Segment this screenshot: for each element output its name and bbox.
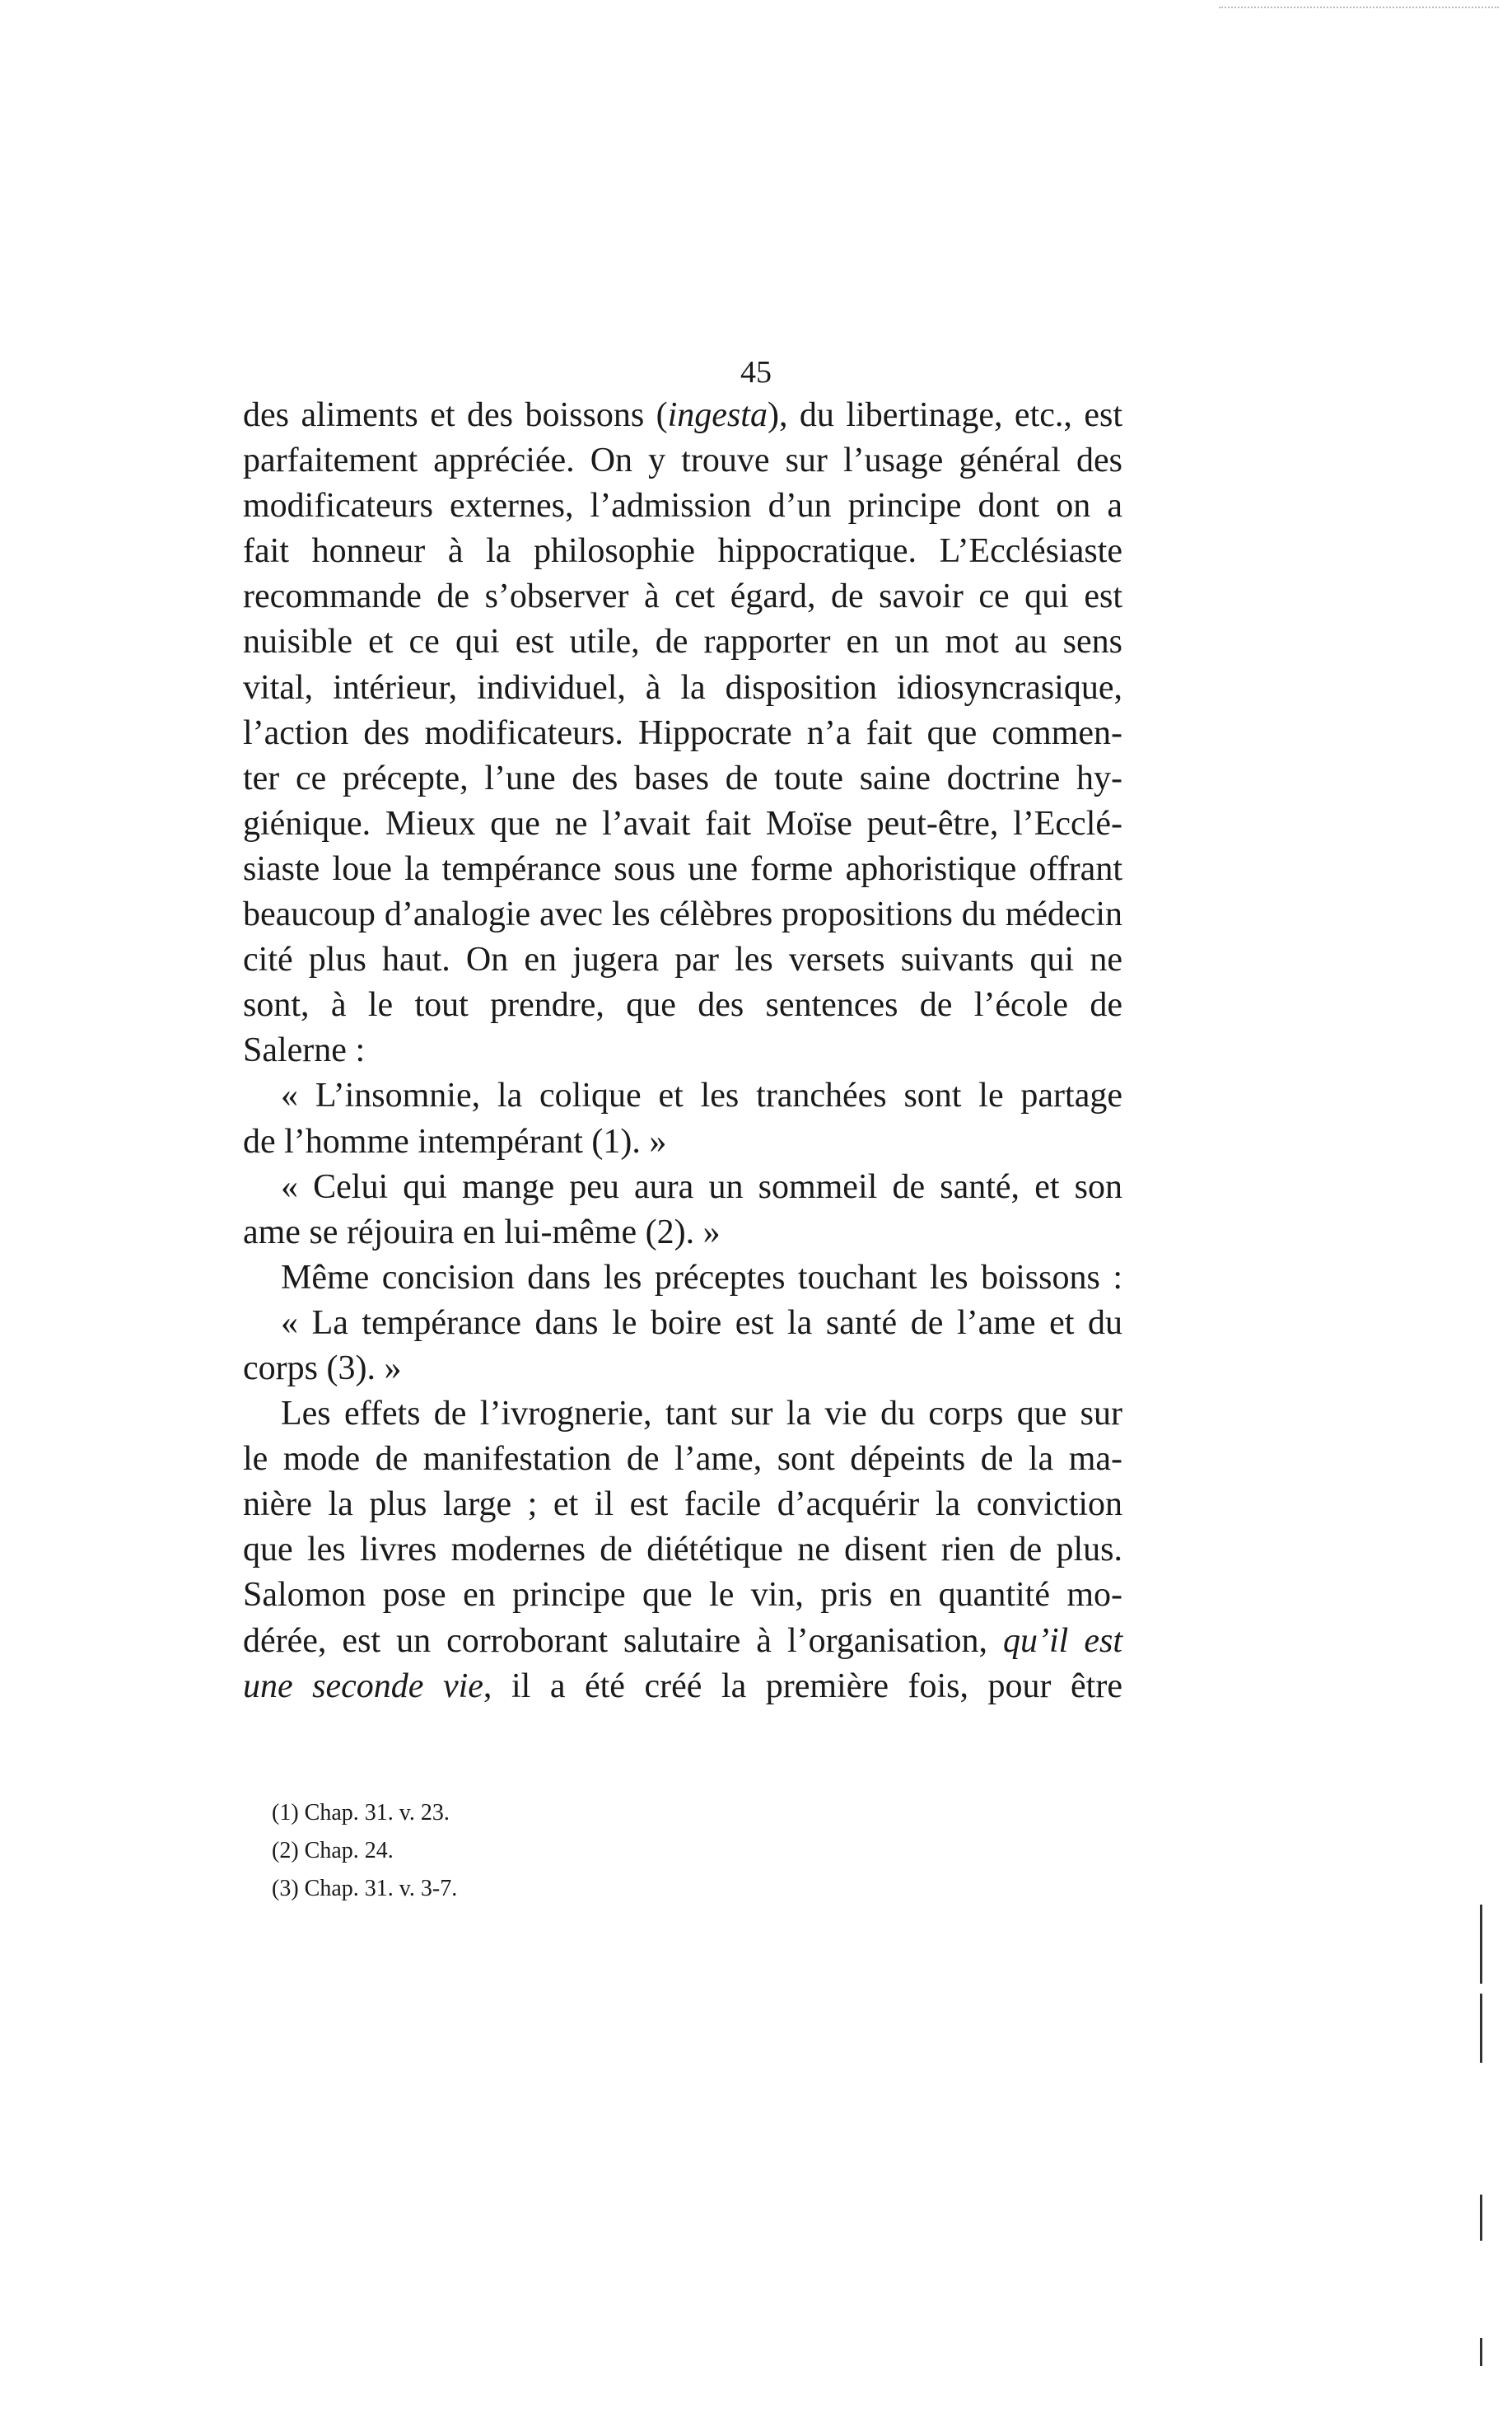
body-line-27: Salomon pose en principe que le vin, pris en quantité mo- [243,1576,1122,1615]
margin-mark [1480,2195,1482,2241]
body-line-12: beaucoup d’analogie avec les célèbres propositions du médecin [243,895,1122,934]
body-line-9: ter ce précepte, l’une des bases de toute saine doctrine hy- [243,759,1122,797]
body-line-6: nuisible et ce qui est utile, de rapporter en un mot au sens [243,623,1122,662]
body-line-14: sont, à le tout prendre, que des sentences de l’école de [243,986,1122,1025]
body-line-23: Les effets de l’ivrognerie, tant sur la vie du corps que sur [281,1395,1122,1433]
footnotes [272,1794,766,1908]
body-line-26: que les livres modernes de diététique ne disent rien de plus. [243,1531,1122,1569]
body-line-10: giénique. Mieux que ne l’avait fait Moïse peut-être, l’Ecclé- [243,804,1122,843]
body-line-15: Salerne : [243,1031,366,1070]
footnote-1: (1) Chap. 31. v. 23. [272,1800,450,1826]
body-line-21: « La tempérance dans le boire est la santé de l’ame et du [281,1303,1122,1342]
margin-mark [1480,1905,1482,1984]
body-line-11: siaste loue la tempérance sous une forme aphoristique offrant [243,849,1122,888]
body-line-20: Même concision dans les préceptes touchant les boissons : [281,1258,1122,1297]
body-line-25: nière la plus large ; et il est facile d’acquérir la conviction [243,1485,1122,1524]
body-line-17: de l’homme intempérant (1). » [243,1122,667,1161]
margin-mark [1480,1994,1482,2063]
body-line-4: fait honneur à la philosophie hippocratique. L’Ecclésiaste [243,532,1122,571]
body-line-7: vital, intérieur, individuel, à la disposition idiosyncrasique, [243,668,1122,707]
body-line-24: le mode de manifestation de l’ame, sont dépeints de la ma- [243,1440,1122,1479]
margin-mark [1480,2338,1482,2366]
body-line-19: ame se réjouira en lui-même (2). » [243,1213,721,1251]
page-number: 45 [740,355,772,390]
body-text [243,393,1122,1709]
body-line-29: une seconde vie, il a été créé la première fois, pour être [243,1667,1122,1705]
body-line-18: « Celui qui mange peu aura un sommeil de santé, et son [281,1167,1122,1206]
footnote-3: (3) Chap. 31. v. 3-7. [272,1876,458,1901]
scan-edge-mark [1219,7,1499,10]
body-line-5: recommande de s’observer à cet égard, de savoir ce qui est [243,577,1122,616]
body-line-28: dérée, est un corroborant salutaire à l’organisation, qu’il est [243,1621,1122,1660]
body-line-16: « L’insomnie, la colique et les tranchées sont le partage [281,1077,1122,1115]
body-line-8: l’action des modificateurs. Hippocrate n’a fait que commen- [243,713,1122,752]
body-line-3: modificateurs externes, l’admission d’un principe dont on a [243,487,1122,526]
body-line-2: parfaitement appréciée. On y trouve sur l’usage général des [243,442,1122,480]
body-line-1: des aliments et des boissons (ingesta), du libertinage, etc., est [243,396,1123,434]
body-line-13: cité plus haut. On en jugera par les versets suivants qui ne [243,941,1122,979]
body-line-22: corps (3). » [243,1349,402,1387]
footnote-2: (2) Chap. 24. [272,1838,394,1863]
